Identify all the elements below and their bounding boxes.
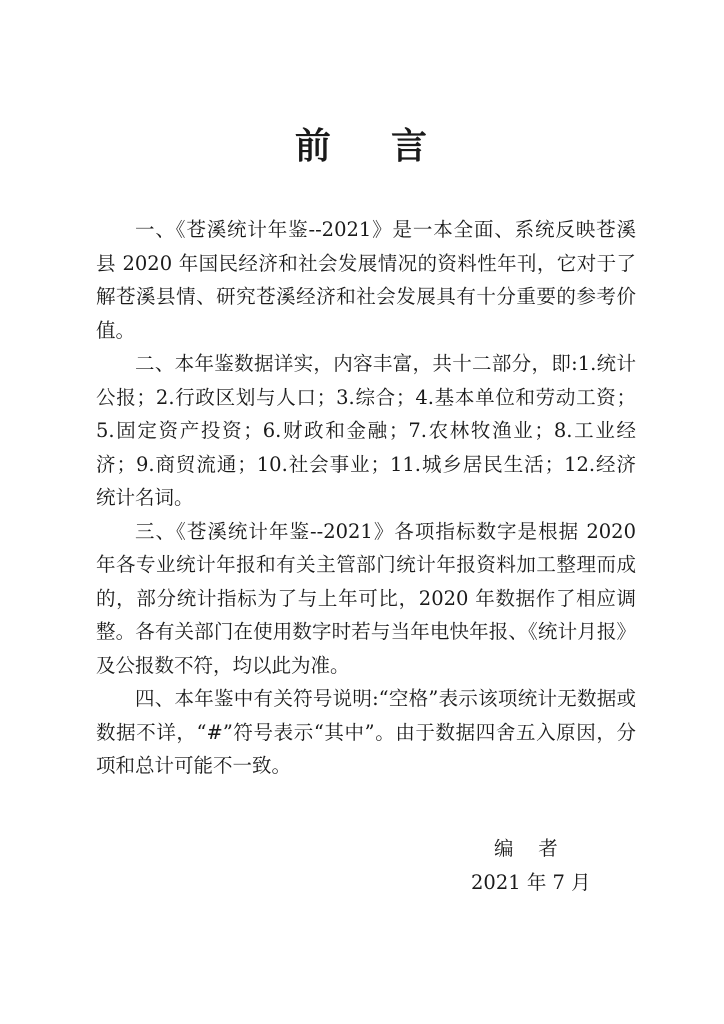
preface-body: [96, 213, 636, 783]
paragraph-3: 三、《苍溪统计年鉴--2021》各项指标数字是根据 2020 年各专业统计年报和有关主管部门统计年报资料加工整理而成的，部分统计指标为了与上年可比，2020 年数据作了相应调整。各有关部门在使用数字时若与当年电快年报、《统计月报》及公报数不符，均以此为准。: [96, 519, 636, 677]
page-title: 前 言: [294, 125, 430, 167]
paragraph-2: 二、本年鉴数据详实，内容丰富，共十二部分，即:1.统计公报；2.行政区划与人口；3.综合；4.基本单位和劳动工资；5.固定资产投资；6.财政和金融；7.农林牧渔业；8.工业经济；9.商贸流通；10.社会事业；11.城乡居民生活；12.经济统计名词。: [96, 352, 636, 509]
signature-date: 2021 年 7 月: [471, 871, 591, 894]
signature: 编 者: [494, 837, 558, 860]
paragraph-1: 一、《苍溪统计年鉴--2021》是一本全面、系统反映苍溪县 2020 年国民经济和社会发展情况的资料性年刊，它对于了解苍溪县情、研究苍溪经济和社会发展具有十分重要的参考价值。: [96, 218, 636, 342]
paragraph-4: 四、本年鉴中有关符号说明:“空格”表示该项统计无数据或数据不详，“#”符号表示“其中”。由于数据四舍五入原因，分项和总计可能不一致。: [96, 687, 636, 777]
